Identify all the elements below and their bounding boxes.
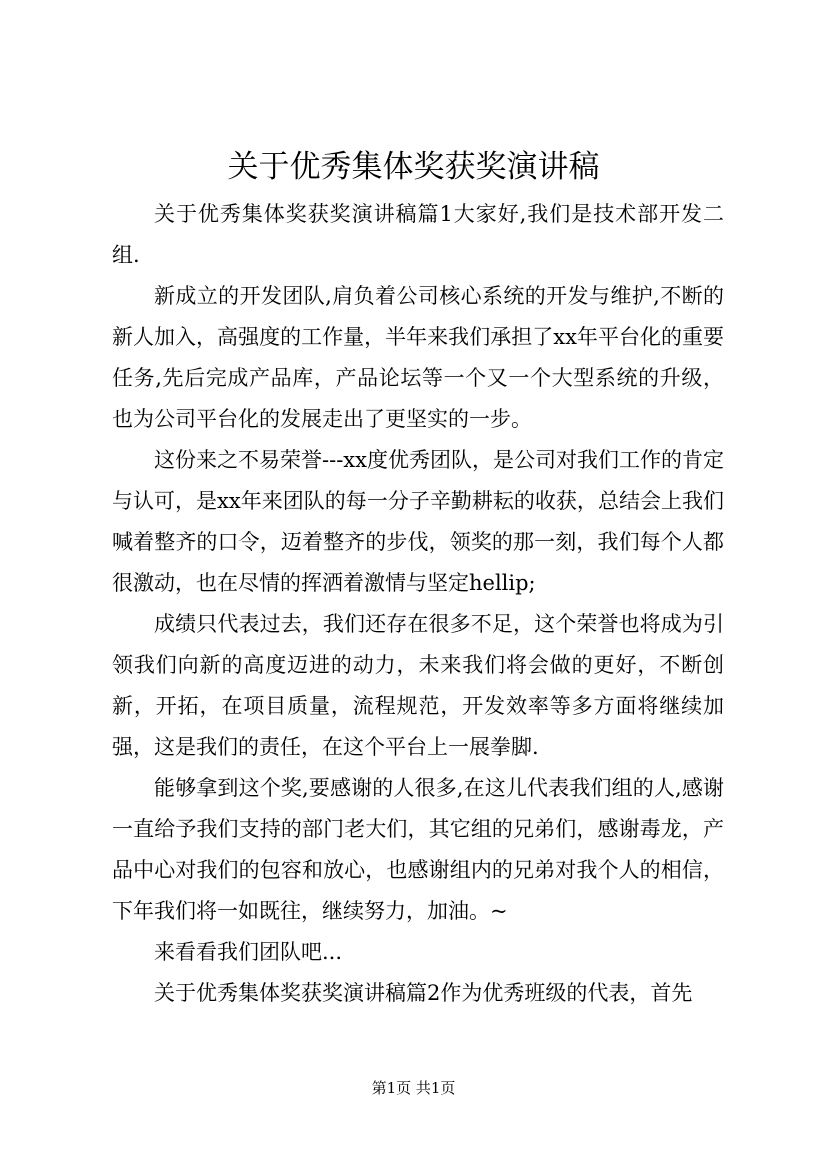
paragraph-5: 能够拿到这个奖,要感谢的人很多,在这儿代表我们组的人,感谢一直给予我们支持的部门老大们，其它组的兄弟们，感谢毒龙，产品中心对我们的包容和放心，也感谢组内的兄弟对我个人的相信，下年我们将一如既往，继续努力，加油。~ [112,776,724,923]
paragraph-1: 关于优秀集体奖获奖演讲稿篇1大家好,我们是技术部开发二组. [112,202,724,267]
paragraph-2: 新成立的开发团队,肩负着公司核心系统的开发与维护,不断的新人加入，高强度的工作量，半年来我们承担了xx年平台化的重要任务,先后完成产品库，产品论坛等一个又一个大型系统的升级，也为公司平台化的发展走出了更坚实的一步。 [112,284,724,431]
paragraph-4: 成绩只代表过去，我们还存在很多不足，这个荣誉也将成为引领我们向新的高度迈进的动力，未来我们将会做的更好，不断创新，开拓，在项目质量，流程规范，开发效率等多方面将继续加强，这是我们的责任，在这个平台上一展拳脚. [112,612,724,759]
page-number-footer: 第1页 共1页 [371,1079,456,1097]
document-body [112,194,724,1014]
paragraph-7: 关于优秀集体奖获奖演讲稿篇2作为优秀班级的代表，首先 [154,981,693,1005]
paragraph-3: 这份来之不易荣誉---xx度优秀团队，是公司对我们工作的肯定与认可，是xx年来团队的每一分子辛勤耕耘的收获，总结会上我们喊着整齐的口令，迈着整齐的步伐，领奖的那一刻，我们每个人都很激动，也在尽情的挥洒着激情与坚定hellip; [112,448,724,595]
document-title: 关于优秀集体奖获奖演讲稿 [227,149,600,185]
paragraph-6: 来看看我们团队吧... [154,940,343,964]
